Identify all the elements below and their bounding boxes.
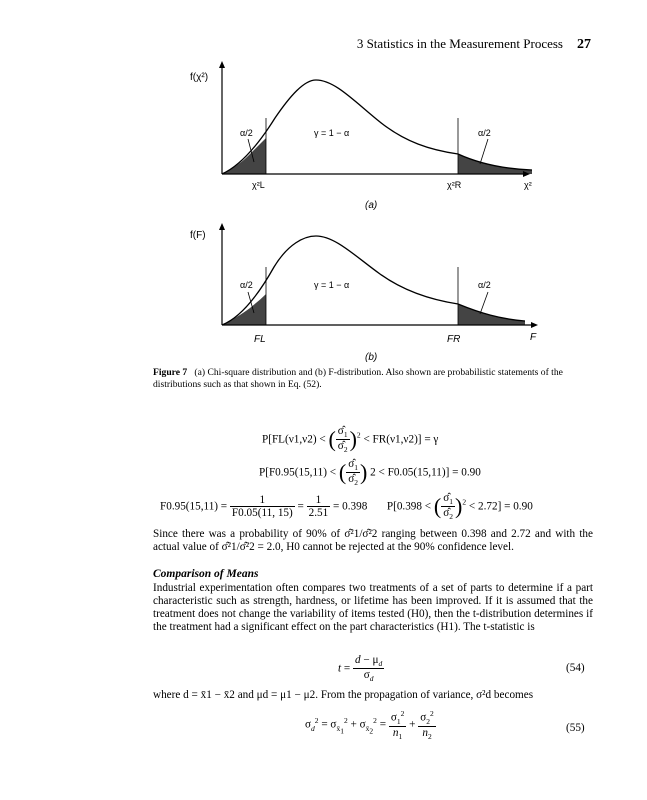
chi-panel-label: (a): [365, 200, 378, 211]
chi-right-tail: [458, 154, 532, 174]
eq2-right: 2 < F0.05(15,11)] = 0.90: [370, 466, 481, 479]
eq1-right: < FR(ν1,ν2)] = γ: [363, 433, 439, 446]
f-distribution-figure: [190, 222, 560, 365]
chi-left-tick-label: χ²L: [252, 180, 265, 190]
eq3-frac-den-f: F0.05(11, 15): [231, 507, 293, 520]
equation-number-54: (54): [566, 662, 585, 674]
f-right-tail-label: α/2: [478, 280, 491, 290]
chi-y-arrow: [219, 61, 225, 68]
equation-ratio-bounds: P[FL(ν1,ν2) < ( $\frac{\sigmâ_1}{\sigmâ_2}$ )$^2$ < FR(ν1,ν2)] = γ: [262, 425, 439, 455]
chi-density-curve: [222, 80, 532, 174]
caption-text: (a) Chi-square distribution and (b) F-distribution. Also shown are probabilistic statements of the distributions such as that shown in Eq. (52).: [153, 367, 563, 390]
chi-square-figure: [190, 60, 560, 215]
chi-left-tail-label: α/2: [240, 128, 253, 138]
chi-left-tail: [222, 138, 266, 174]
chi-center-label: γ = 1 − α: [314, 128, 350, 138]
f-right-tick-label: FR: [447, 334, 461, 345]
f-center-label: γ = 1 − α: [314, 280, 350, 290]
section-title: Comparison of Means: [153, 568, 259, 580]
paragraph-conclusion: Since there was a probability of 90% of σ̂²1/σ̂²2 ranging between 0.398 and 2.72 and with the actual value of σ̂²1/σ̂²2 = 2.0, H0 cannot be rejected at the 90% confidence level.: [153, 528, 593, 553]
eq3-left: F0.95(15,11) =: [160, 500, 228, 513]
f-y-arrow: [219, 223, 225, 230]
paragraph-comparison: Industrial experimentation often compares two treatments of a set of parts to determine if a part characteristic such as strength, hardness, or lifetime has been improved. If it is assumed that the treatment does not change the variability of items tested (H0), then the t-distribution determines if the treatment had a significant effect on the part characteristics (H1). The t-statistic is: [153, 582, 593, 633]
figure-caption: [153, 367, 593, 391]
equation-t-statistic: t = $\frac{d - \mu_d}{\sigma_d}$: [338, 654, 383, 684]
chi-right-tail-label: α/2: [478, 128, 491, 138]
running-title: 3 Statistics in the Measurement Process: [356, 36, 563, 51]
chi-right-tick-label: χ²R: [447, 180, 462, 190]
paragraph-propagation: where d = x̄1 − x̄2 and μd = μ1 − μ2. From the propagation of variance, σ²d becomes: [153, 689, 534, 701]
chi-right-pointer: [480, 139, 488, 164]
f-panel-label: (b): [365, 352, 378, 363]
eq2-left: P[F0.95(15,11) <: [259, 466, 337, 479]
equation-variance: $\sigma_d^2 = \sigma_{x̄_1}^2 + \sigma_{x̄_2}^2$ = $\frac{\sigma_1^2}{n_1}$ + $\frac{\sigma_2^2}{n_2}$: [305, 709, 434, 742]
eq3-frac-one-b: 1: [307, 494, 331, 507]
page-number: 27: [577, 37, 591, 52]
eq3-frac-one-a: 1: [230, 494, 295, 507]
eq3-mid: = 0.398: [333, 500, 368, 513]
figure-label: Figure 7: [153, 367, 188, 378]
eq3-end: < 2.72] = 0.90: [468, 500, 533, 513]
f-right-tail: [458, 304, 525, 325]
f-y-axis-label: f(F): [190, 230, 206, 241]
chi-x-axis-label: χ²: [524, 180, 532, 190]
f-right-pointer: [480, 292, 488, 314]
eq3-frac-den-num: 2.51: [308, 507, 329, 520]
eq1-left: P[FL(ν1,ν2) <: [262, 433, 326, 446]
equation-number-55: (55): [566, 722, 585, 734]
f-x-arrow: [531, 322, 538, 328]
chi-y-axis-label: f(χ²): [190, 72, 209, 83]
f-left-tick-label: FL: [254, 334, 266, 345]
equation-f-value: F0.95(15,11) = $\frac{1}{F0.05(11, 15)}$ = $\frac{1}{2.51}$ = 0.398 P[0.398 < ( $\frac{\sigmâ_1}{\sigmâ_2}$ )$^2$ < 2.72] = 0.90: [160, 492, 533, 522]
f-x-axis-label: F: [530, 332, 537, 343]
running-header: [0, 36, 591, 53]
equation-numeric-bounds: P[F0.95(15,11) < ( $\frac{\sigmâ_1}{\sigmâ_2}$ ) 2 < F0.05(15,11)] = 0.90: [259, 458, 481, 488]
f-left-tail-label: α/2: [240, 280, 253, 290]
eq3-prob: P[0.398 <: [386, 500, 432, 513]
